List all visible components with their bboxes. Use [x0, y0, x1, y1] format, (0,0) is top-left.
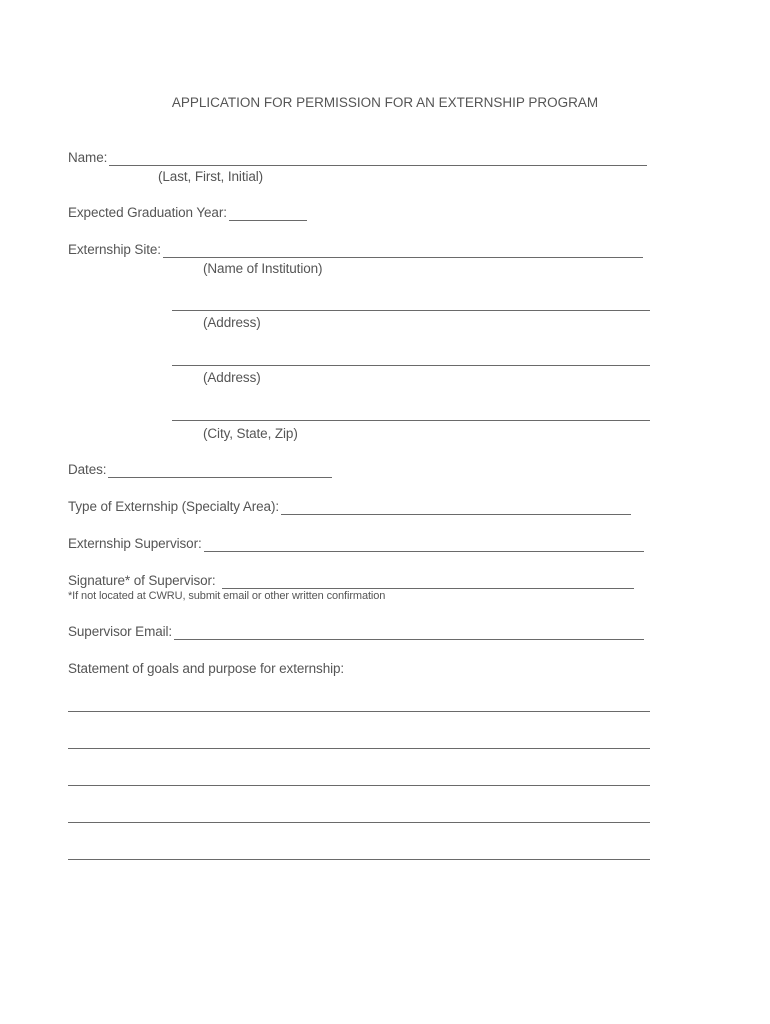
statement-label: Statement of goals and purpose for externship: [68, 661, 345, 676]
site-city-field[interactable] [172, 419, 650, 421]
signature-note: *If not located at CWRU, submit email or other written confirmation [68, 590, 386, 602]
name-row [68, 150, 647, 166]
name-label: Name: [68, 150, 108, 165]
type-field[interactable] [281, 502, 631, 515]
site-hint-address-2: (Address) [203, 370, 261, 385]
type-label: Type of Externship (Specialty Area): [68, 499, 280, 514]
graduation-year-field[interactable] [229, 208, 307, 221]
dates-row [68, 462, 332, 478]
dates-label: Dates: [68, 462, 107, 477]
statement-line-1[interactable] [68, 710, 650, 712]
signature-row [68, 573, 634, 589]
dates-field[interactable] [108, 465, 332, 478]
site-hint-institution: (Name of Institution) [203, 261, 323, 276]
site-hint-address-1: (Address) [203, 315, 261, 330]
signature-label: Signature* of Supervisor: [68, 573, 216, 588]
statement-line-3[interactable] [68, 784, 650, 786]
site-address-field-2[interactable] [172, 364, 650, 366]
signature-field[interactable] [222, 576, 634, 589]
email-label: Supervisor Email: [68, 624, 173, 639]
supervisor-label: Externship Supervisor: [68, 536, 202, 551]
statement-line-5[interactable] [68, 858, 650, 860]
statement-line-2[interactable] [68, 747, 650, 749]
graduation-row [68, 205, 307, 221]
statement-line-4[interactable] [68, 821, 650, 823]
name-field[interactable] [109, 153, 647, 166]
site-institution-field[interactable] [163, 245, 643, 258]
type-row [68, 499, 631, 515]
supervisor-field[interactable] [204, 539, 644, 552]
graduation-label: Expected Graduation Year: [68, 205, 227, 220]
email-field[interactable] [174, 627, 644, 640]
site-label: Externship Site: [68, 242, 161, 257]
site-hint-city: (City, State, Zip) [203, 426, 298, 441]
site-row [68, 242, 643, 258]
email-row [68, 624, 644, 640]
form-title: APPLICATION FOR PERMISSION FOR AN EXTERNSHIP PROGRAM [171, 95, 599, 110]
name-hint: (Last, First, Initial) [158, 169, 264, 184]
site-address-field-1[interactable] [172, 309, 650, 311]
supervisor-row [68, 536, 644, 552]
